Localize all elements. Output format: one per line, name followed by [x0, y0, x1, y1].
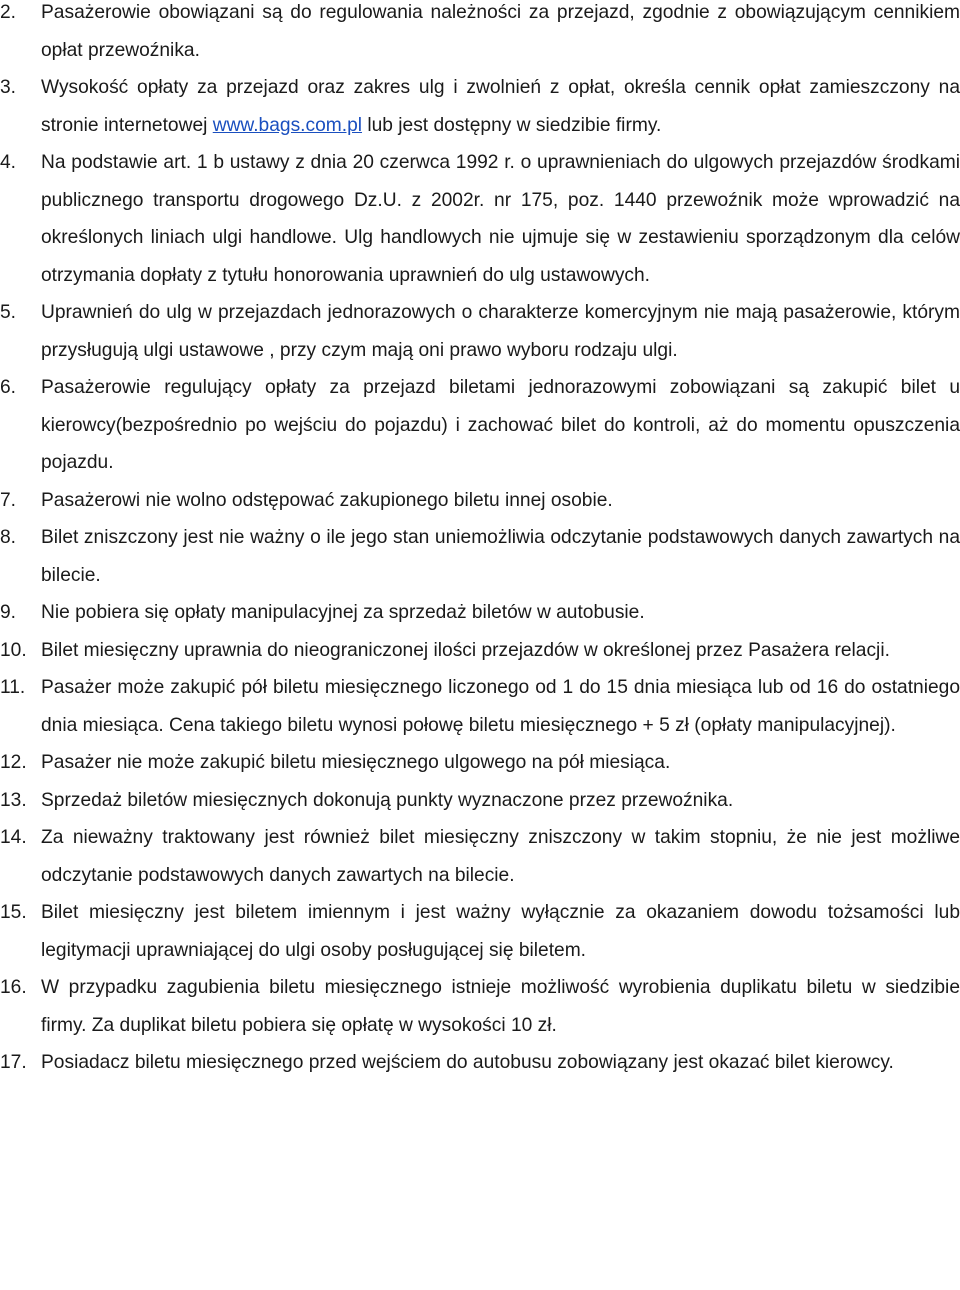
item-text: Nie pobiera się opłaty manipulacyjnej za sprzedaż biletów w autobusie. — [41, 602, 645, 623]
item-number: 15. — [0, 902, 27, 923]
item-number: 12. — [0, 752, 27, 773]
item-number: 4. — [0, 152, 17, 173]
item-text: Bilet miesięczny jest biletem imiennym i jest ważny wyłącznie za okazaniem dowodu tożsamości lub legitymacji uprawniającej do ulgi osoby posługującej się biletem. — [41, 902, 960, 961]
list-item — [0, 144, 960, 294]
item-text: Pasażer może zakupić pół biletu miesięcznego liczonego od 1 do 15 dnia miesiąca lub od 16 do ostatniego dnia miesiąca. Cena takiego biletu wynosi połowę biletu miesięcznego + 5 zł (opłaty manipulacyjnej). — [41, 677, 960, 736]
item-text: Pasażerowie regulujący opłaty za przejazd biletami jednorazowymi zobowiązani są zakupić bilet u kierowcy(bezpośrednio po wejściu do pojazdu) i zachować bilet do kontroli, aż do momentu opuszczenia pojazdu. — [41, 377, 960, 473]
list-item — [0, 369, 960, 482]
list-item — [0, 969, 960, 1044]
item-text-after-link: lub jest dostępny w siedzibie firmy. — [362, 114, 662, 136]
item-number: 7. — [0, 489, 17, 511]
list-item — [0, 482, 960, 520]
list-item — [0, 1044, 960, 1082]
item-number: 5. — [0, 302, 17, 323]
item-number: 2. — [0, 2, 17, 23]
list-item — [0, 782, 960, 820]
item-text: Uprawnień do ulg w przejazdach jednorazowych o charakterze komercyjnym nie mają pasażerowie, którym przysługują ulgi ustawowe , przy czym mają oni prawo wyboru rodzaju ulgi. — [41, 302, 960, 361]
item-text: Na podstawie art. 1 b ustawy z dnia 20 czerwca 1992 r. o uprawnieniach do ulgowych przejazdów środkami publicznego transportu drogowego Dz.U. z 2002r. nr 175, poz. 1440 przewoźnik może wprowadzić na określonych liniach ulgi handlowe. Ulg handlowych nie ujmuje się w zestawieniu sporządzonym dla celów otrzymania dopłaty z tytułu honorowania uprawnień do ulg ustawowych. — [41, 152, 960, 286]
item-text: Bilet zniszczony jest nie ważny o ile jego stan uniemożliwia odczytanie podstawowych danych zawartych na bilecie. — [41, 527, 960, 586]
item-text: Pasażerowi nie wolno odstępować zakupionego biletu innej osobie. — [41, 489, 613, 511]
list-item — [0, 744, 960, 782]
item-text: Pasażerowie obowiązani są do regulowania należności za przejazd, zgodnie z obowiązującym cennikiem opłat przewoźnika. — [41, 2, 960, 61]
list-item — [0, 819, 960, 894]
item-text: Bilet miesięczny uprawnia do nieograniczonej ilości przejazdów w określonej przez Pasażera relacji. — [41, 639, 890, 661]
list-item — [0, 294, 960, 369]
item-text-before-link: Wysokość opłaty za przejazd oraz zakres ulg i zwolnień z opłat, określa cennik opłat zamieszczony na stronie internetowej — [41, 77, 960, 136]
item-text: W przypadku zagubienia biletu miesięcznego istnieje możliwość wyrobienia duplikatu biletu w siedzibie firmy. Za duplikat biletu pobiera się opłatę w wysokości 10 zł. — [41, 977, 960, 1036]
item-text: Za nieważny traktowany jest również bilet miesięczny zniszczony w takim stopniu, że nie jest możliwe odczytanie podstawowych danych zawartych na bilecie. — [41, 827, 960, 886]
item-number: 14. — [0, 827, 27, 848]
item-text: Sprzedaż biletów miesięcznych dokonują punkty wyznaczone przez przewoźnika. — [41, 789, 734, 811]
item-number: 9. — [0, 602, 17, 623]
item-number: 3. — [0, 77, 17, 98]
item-number: 11. — [0, 677, 26, 698]
list-item — [0, 0, 960, 69]
list-item — [0, 632, 960, 670]
website-link[interactable]: www.bags.com.pl — [212, 114, 363, 136]
item-number: 10. — [0, 639, 27, 661]
list-item — [0, 894, 960, 969]
item-number: 6. — [0, 377, 17, 398]
item-number: 8. — [0, 527, 17, 548]
item-number: 13. — [0, 789, 27, 811]
item-number: 17. — [0, 1052, 27, 1073]
list-item — [0, 594, 960, 632]
item-number: 16. — [0, 977, 27, 998]
list-item — [0, 69, 960, 144]
list-item — [0, 669, 960, 744]
item-text: Pasażer nie może zakupić biletu miesięcznego ulgowego na pół miesiąca. — [41, 752, 671, 773]
item-text: Posiadacz biletu miesięcznego przed wejściem do autobusu zobowiązany jest okazać bilet kierowcy. — [41, 1052, 894, 1073]
list-item — [0, 519, 960, 594]
